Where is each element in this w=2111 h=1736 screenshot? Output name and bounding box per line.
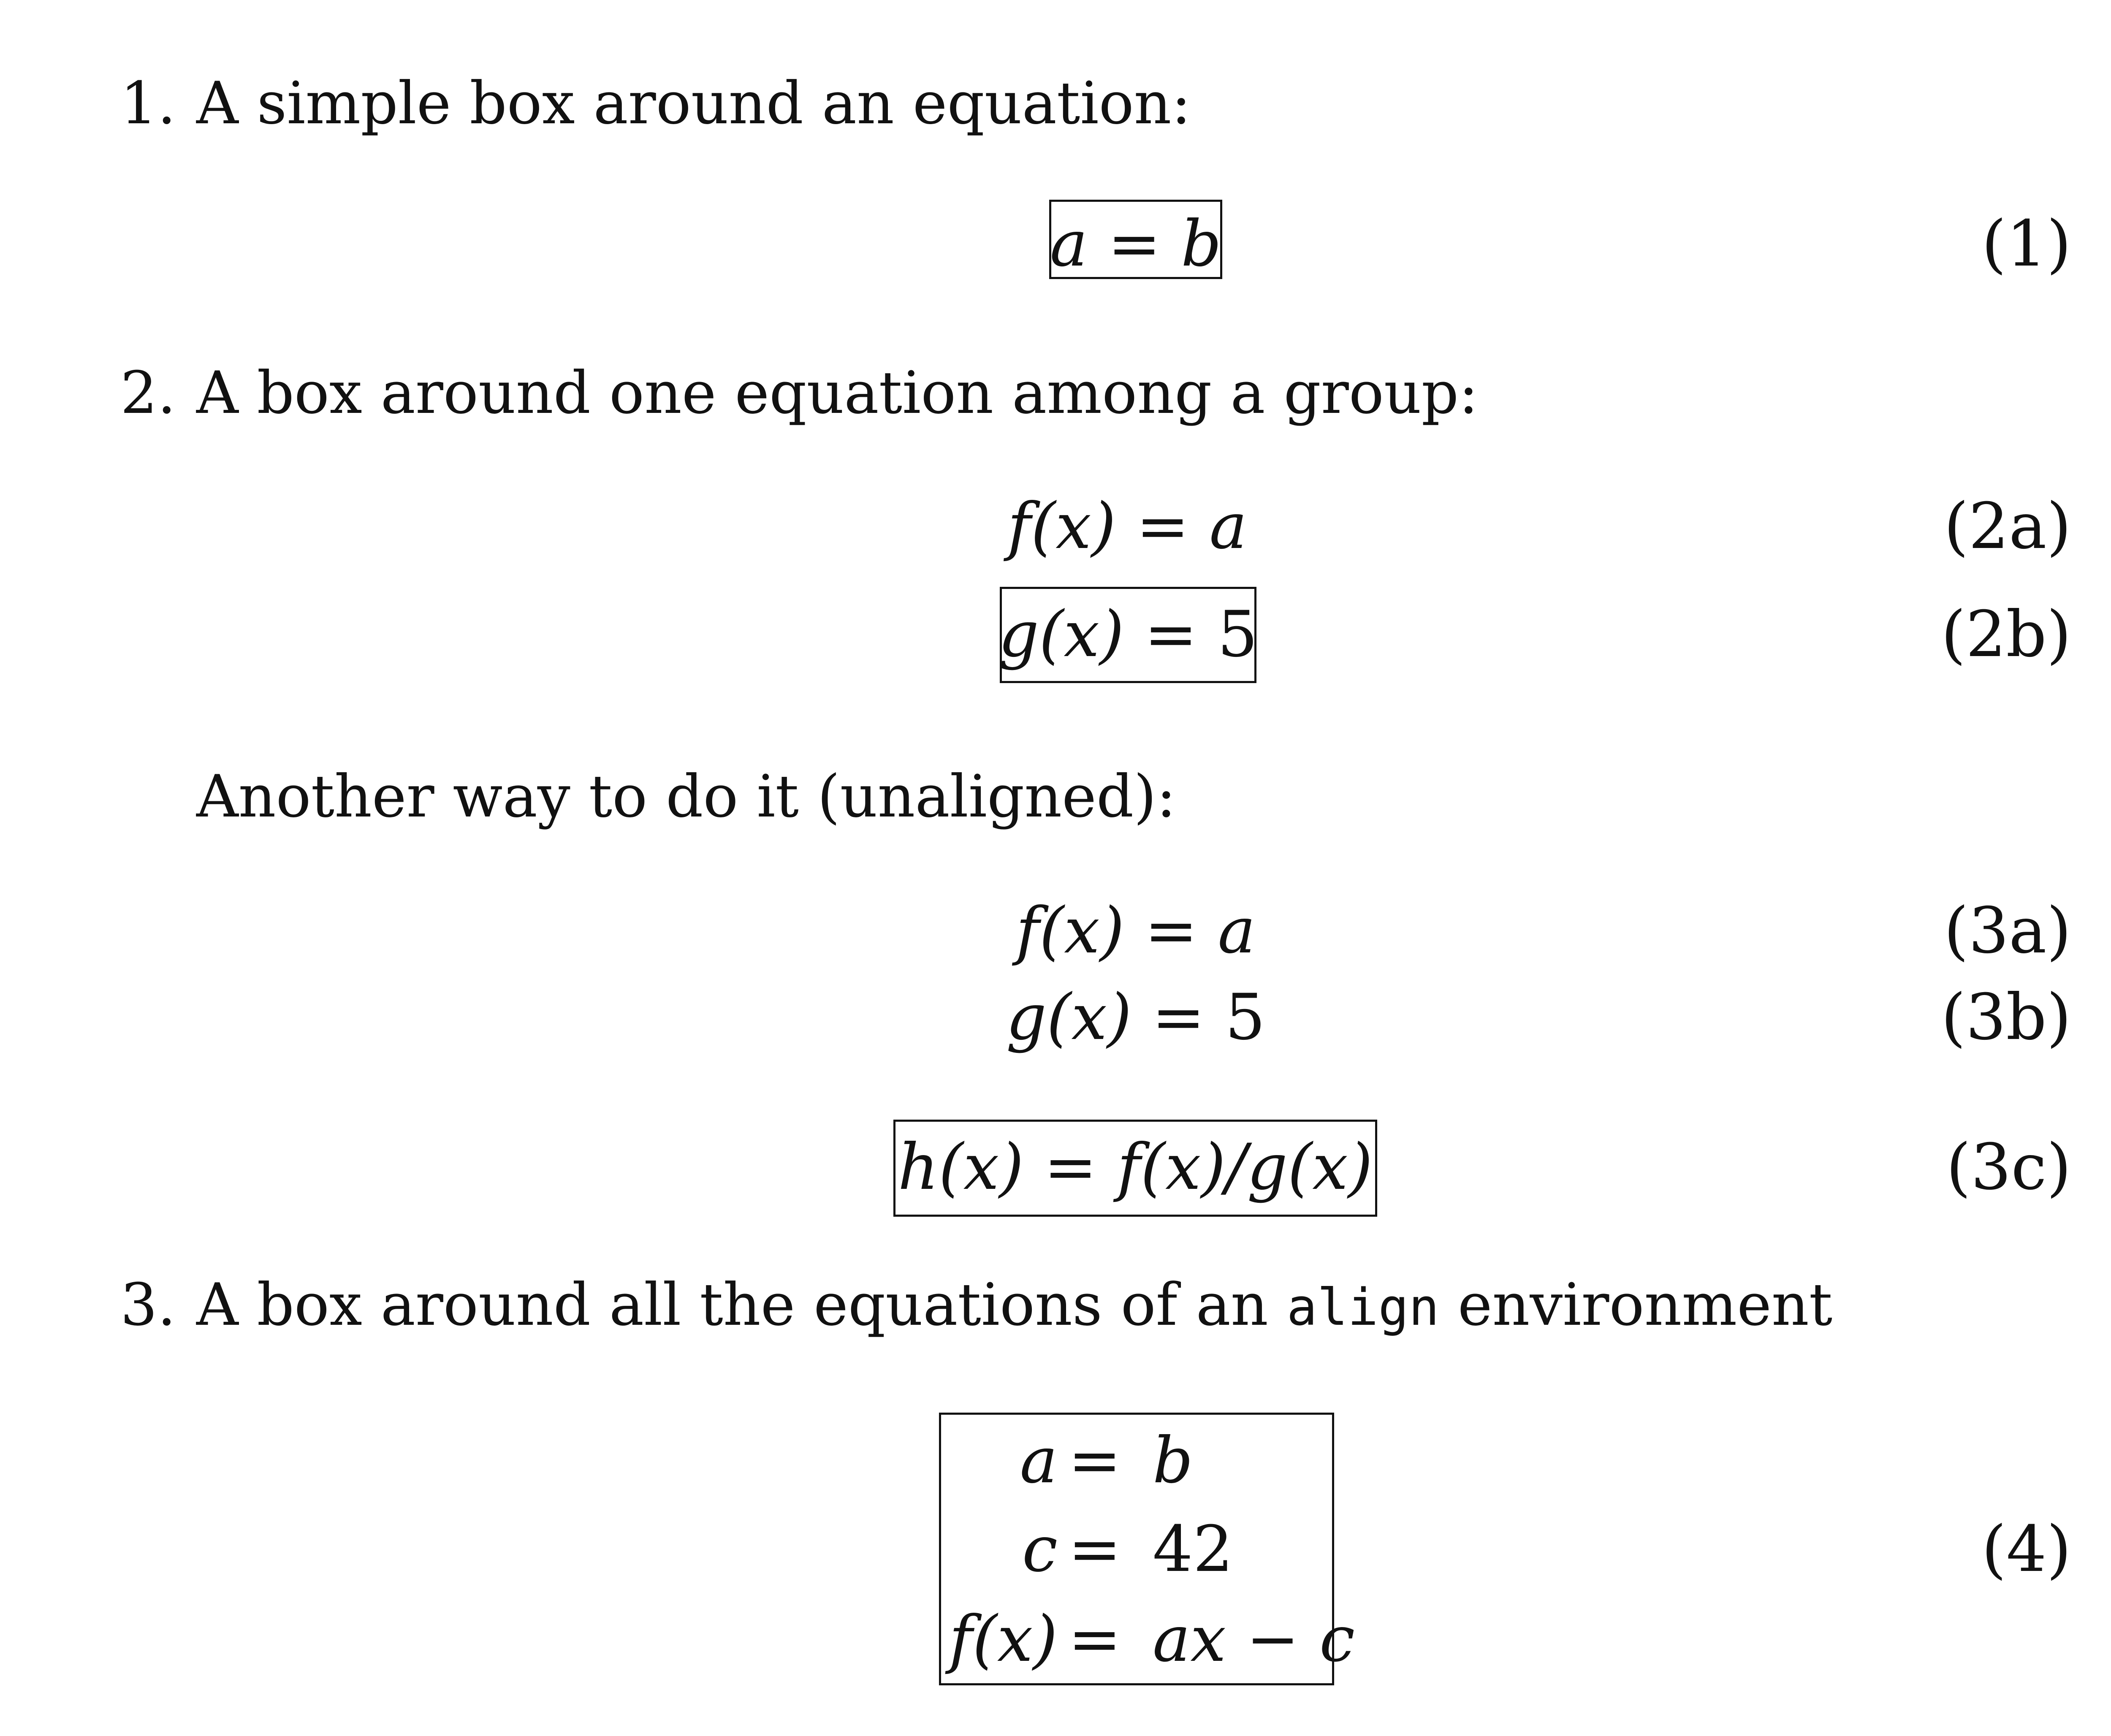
equation-3a	[1016, 894, 1256, 968]
equation-1	[1050, 207, 1222, 281]
equation-3c-lhs: h(x)	[898, 1131, 1024, 1204]
equation-1-tag: (1)	[1981, 207, 2071, 281]
equation-3a-rhs: a	[1218, 894, 1256, 968]
equation-3c	[898, 1131, 1373, 1204]
equals-sign: =	[1144, 598, 1197, 671]
equation-1-rhs: b	[1181, 207, 1222, 281]
equation-3b-tag: (3b)	[1941, 981, 2071, 1054]
item-3-number: 3.	[120, 1271, 176, 1339]
equation-4-row-3-rhs: ax − c	[1153, 1603, 1355, 1676]
item-2-text: A box around one equation among a group:	[196, 359, 1479, 427]
item-1-number: 1.	[120, 69, 176, 137]
equation-2b	[998, 598, 1258, 671]
equals-sign: =	[1068, 1424, 1121, 1497]
align-code: align	[1286, 1278, 1439, 1337]
equation-3c-tag: (3c)	[1946, 1131, 2071, 1204]
equation-4-row-2-lhs: c	[1022, 1513, 1058, 1586]
equation-2b-rhs: 5	[1217, 598, 1258, 671]
item-3-text-before: A box around all the equations of an	[196, 1271, 1268, 1339]
equation-2b-lhs: g(x)	[998, 598, 1124, 671]
equals-sign: =	[1107, 207, 1161, 281]
equation-3a-tag: (3a)	[1944, 894, 2071, 968]
item-3-text-after: environment	[1457, 1271, 1833, 1339]
equation-1-lhs: a	[1050, 207, 1088, 281]
equation-2a	[1007, 490, 1247, 563]
equation-3b-lhs: g(x)	[1006, 981, 1132, 1054]
equation-2b-tag: (2b)	[1941, 598, 2071, 671]
equation-4-row-3-lhs: f(x)	[949, 1603, 1058, 1676]
equals-sign: =	[1152, 981, 1205, 1054]
equation-4-tag: (4)	[1981, 1513, 2071, 1586]
equals-sign: =	[1068, 1513, 1121, 1586]
item-1-text: A simple box around an equation:	[196, 69, 1191, 137]
equation-3a-lhs: f(x)	[1016, 894, 1125, 968]
equation-3b-rhs: 5	[1225, 981, 1266, 1054]
equals-sign: =	[1068, 1603, 1121, 1676]
equation-4-row-2-rhs: 42	[1153, 1513, 1233, 1586]
equation-2a-tag: (2a)	[1944, 490, 2071, 563]
equation-4-row-1-rhs: b	[1153, 1424, 1194, 1497]
another-way-text: Another way to do it (unaligned):	[196, 762, 1176, 830]
equals-sign: =	[1145, 894, 1198, 968]
equals-sign: =	[1136, 490, 1189, 563]
equals-sign: =	[1044, 1131, 1097, 1204]
item-2-number: 2.	[120, 359, 176, 427]
equation-2a-rhs: a	[1209, 490, 1247, 563]
equation-2a-lhs: f(x)	[1007, 490, 1116, 563]
equation-3b	[1006, 981, 1266, 1054]
equation-3c-rhs: f(x)/g(x)	[1117, 1131, 1373, 1204]
item-3-text	[196, 1271, 1833, 1339]
equation-4-row-1-lhs: a	[1020, 1424, 1058, 1497]
